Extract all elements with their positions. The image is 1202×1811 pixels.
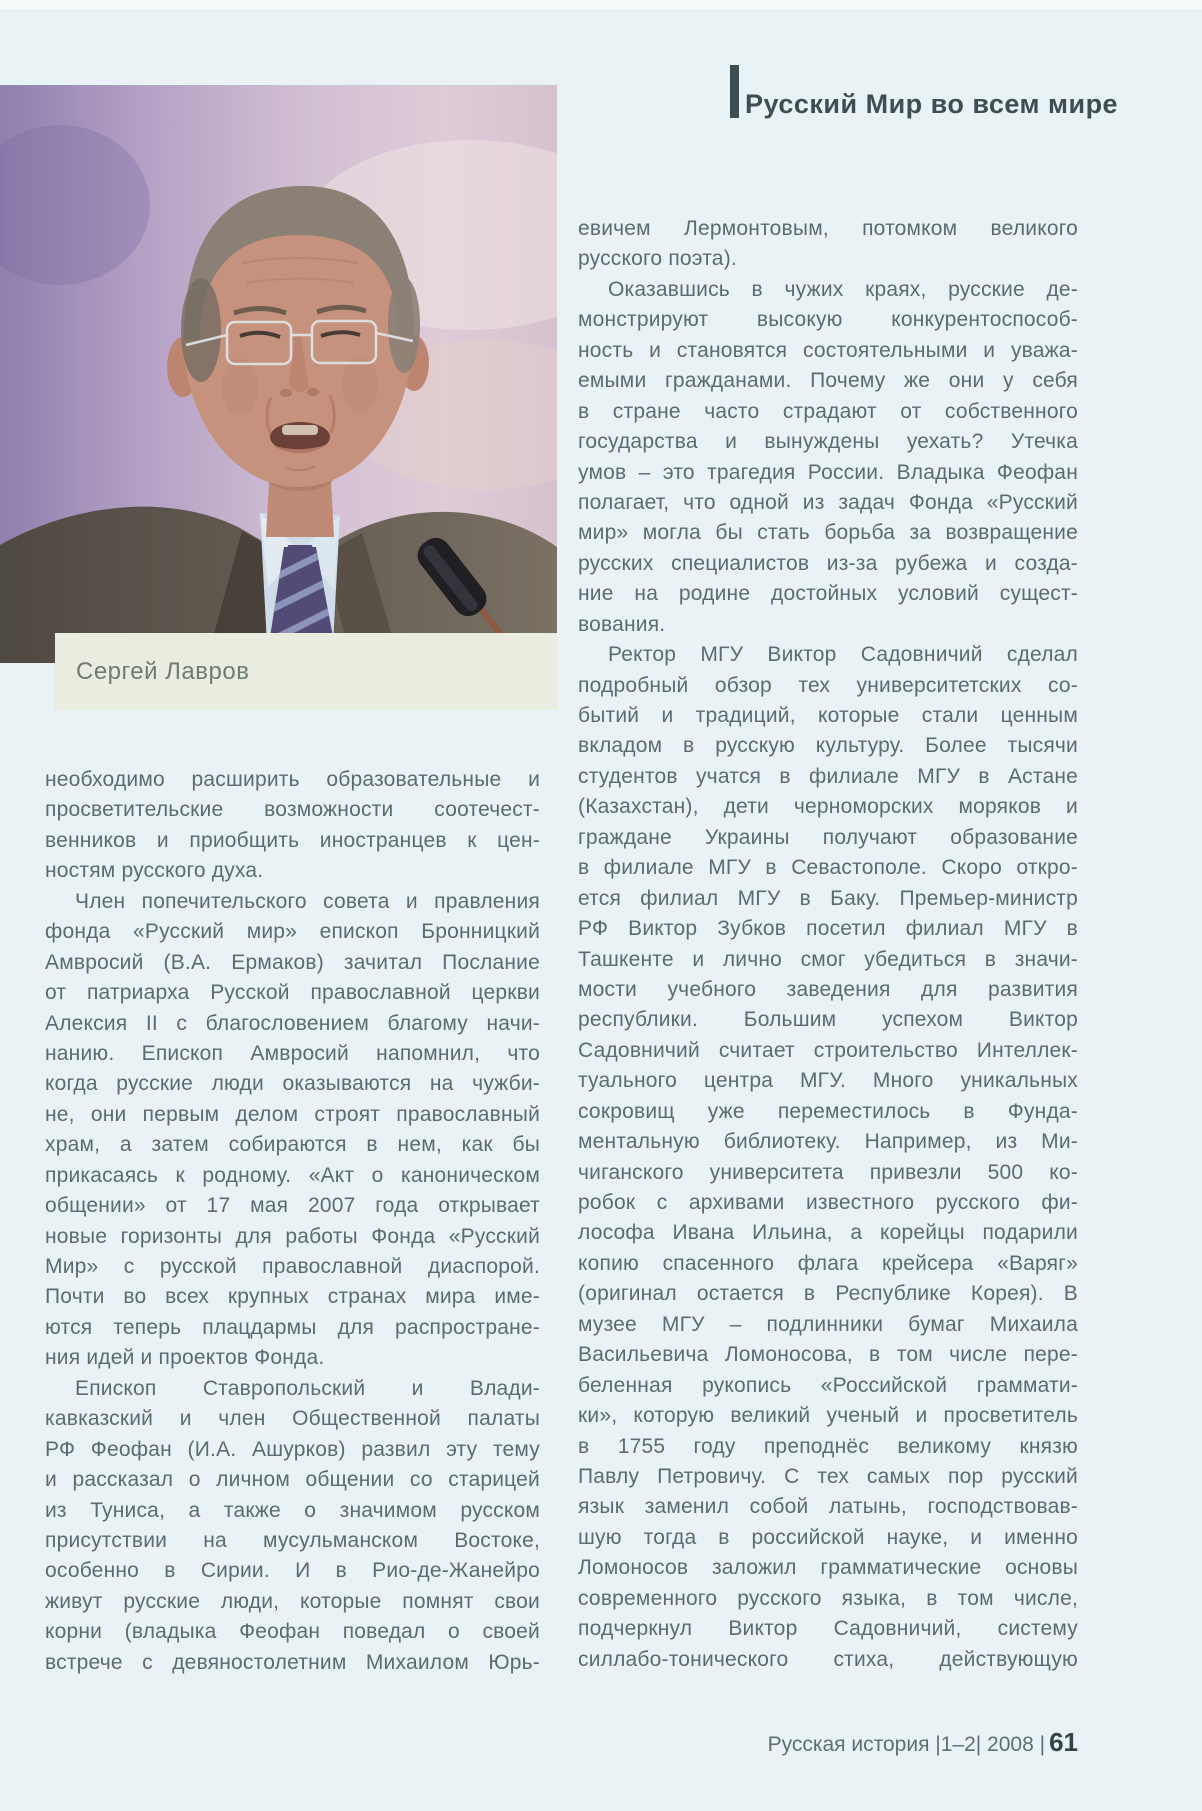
photo-caption-band bbox=[55, 633, 557, 710]
text-line: просветительские возможности соотечест- bbox=[45, 798, 540, 822]
left-text-column bbox=[45, 765, 540, 1678]
text-line: из Туниса, а также о значимом русском bbox=[45, 1498, 540, 1522]
text-line: Садовничий считает строительство Интеллек- bbox=[578, 1038, 1078, 1062]
text-line: ность и становятся состоятельными и уважа- bbox=[578, 338, 1078, 362]
text-line: мир» могла бы стать борьба за возвращение bbox=[578, 521, 1078, 545]
text-line: в филиале МГУ в Севастополе. Скоро откро- bbox=[578, 856, 1078, 880]
text-line: Ломоносов заложил грамматические основы bbox=[578, 1556, 1078, 1580]
text-line: ки», которую великий ученый и просветитель bbox=[578, 1404, 1078, 1428]
text-line: туального центра МГУ. Много уникальных bbox=[578, 1069, 1078, 1093]
text-line: общении» от 17 мая 2007 года открывает bbox=[45, 1194, 540, 1218]
text-line: шую тогда в российской науке, и именно bbox=[578, 1525, 1078, 1549]
photo-caption: Сергей Лавров bbox=[76, 658, 250, 685]
text-line: чиганского университета привезли 500 ко- bbox=[578, 1160, 1078, 1184]
text-line: русского поэта). bbox=[578, 247, 737, 271]
text-line: ние на родине достойных условий сущест- bbox=[578, 582, 1078, 606]
text-line: и рассказал о личном общении со старицей bbox=[45, 1468, 540, 1492]
text-line: когда русские люди оказываются на чужби- bbox=[45, 1072, 540, 1096]
text-line: умов – это трагедия России. Владыка Феофан bbox=[578, 460, 1078, 484]
text-line: Епископ Ставропольский и Влади- bbox=[75, 1376, 540, 1400]
text-line: сокровищ уже переместилось в Фунда- bbox=[578, 1099, 1078, 1123]
text-line: лософа Ивана Ильина, а корейцы подарили bbox=[578, 1221, 1078, 1245]
text-line: Амвросий (В.А. Ермаков) зачитал Послание bbox=[45, 950, 540, 974]
text-line: особенно в Сирии. И в Рио-де-Жанейро bbox=[45, 1559, 540, 1583]
text-line: вования. bbox=[578, 612, 666, 636]
text-line: храм, а затем собираются в нем, как бы bbox=[45, 1133, 540, 1157]
text-line: республики. Большим успехом Виктор bbox=[578, 1008, 1078, 1032]
text-line: венников и приобщить иностранцев к цен- bbox=[45, 828, 540, 852]
text-line: фонда «Русский мир» епископ Бронницкий bbox=[45, 920, 540, 944]
text-line: нанию. Епископ Амвросий напомнил, что bbox=[45, 1041, 540, 1065]
text-line: РФ Виктор Зубков посетил филиал МГУ в bbox=[578, 917, 1078, 941]
text-line: силлабо-тонического стиха, действующую bbox=[578, 1647, 1078, 1671]
text-line: копию спасенного флага крейсера «Варяг» bbox=[578, 1251, 1078, 1275]
text-line: мости учебного заведения для развития bbox=[578, 977, 1078, 1001]
text-line: (оригинал остается в Республике Корея). В bbox=[578, 1282, 1078, 1306]
text-line: Почти во всех крупных странах мира име- bbox=[45, 1285, 540, 1309]
text-line: Васильевича Ломоносова, в том числе пере- bbox=[578, 1343, 1078, 1367]
page-top-edge bbox=[0, 0, 1202, 9]
text-line: емыми гражданами. Почему же они у себя bbox=[578, 369, 1078, 393]
text-line: полагает, что одной из задач Фонда «Русский bbox=[578, 490, 1078, 514]
text-line: ностям русского духа. bbox=[45, 859, 264, 883]
text-line: Павлу Петровичу. С тех самых пор русский bbox=[578, 1464, 1078, 1488]
text-line: подробный обзор тех университетских со- bbox=[578, 673, 1078, 697]
text-line: от патриарха Русской православной церкви bbox=[45, 981, 540, 1005]
text-line: монстрируют высокую конкурентоспособ- bbox=[578, 308, 1078, 332]
text-line: Алексия II с благословением благому начи- bbox=[45, 1011, 540, 1035]
text-line: современного русского языка, в том числе, bbox=[578, 1586, 1078, 1610]
header-accent-bar bbox=[730, 65, 739, 118]
text-line: Ташкенте и лично смог убедиться в значи- bbox=[578, 947, 1078, 971]
lavrov-portrait-illustration bbox=[0, 85, 557, 663]
text-line: встрече с девяностолетним Михаилом Юрь- bbox=[45, 1650, 540, 1674]
text-line: присутствии на мусульманском Востоке, bbox=[45, 1528, 540, 1552]
text-line: вкладом в русскую культуру. Более тысячи bbox=[578, 734, 1078, 758]
lavrov-photo bbox=[0, 85, 557, 663]
text-line: Ректор МГУ Виктор Садовничий сделал bbox=[608, 643, 1078, 667]
footer-page-number: 61 bbox=[1049, 1727, 1078, 1757]
text-line: русских специалистов из-за рубежа и созда- bbox=[578, 551, 1078, 575]
text-line: государства и вынуждены уехать? Утечка bbox=[578, 430, 1078, 454]
text-line: музее МГУ – подлинники бумаг Михаила bbox=[578, 1312, 1078, 1336]
text-line: ния идей и проектов Фонда. bbox=[45, 1346, 325, 1370]
right-text-column bbox=[578, 214, 1078, 1675]
text-line: необходимо расширить образовательные и bbox=[45, 768, 540, 791]
text-line: язык заменил собой латынь, господствовав- bbox=[578, 1495, 1078, 1519]
text-line: в 1755 году преподнёс великому князю bbox=[578, 1434, 1078, 1458]
text-line: евичем Лермонтовым, потомком великого bbox=[578, 217, 1078, 240]
text-line: Оказавшись в чужих краях, русские де- bbox=[608, 277, 1078, 301]
text-line: РФ Феофан (И.А. Ашурков) развил эту тему bbox=[45, 1437, 540, 1461]
text-line: корни (владыка Феофан поведал о своей bbox=[45, 1620, 540, 1644]
text-line: ментальную библиотеку. Например, из Ми- bbox=[578, 1130, 1078, 1154]
page-footer bbox=[768, 1727, 1078, 1758]
text-line: Член попечительского совета и правления bbox=[75, 889, 540, 913]
page-header bbox=[730, 65, 1118, 118]
text-line: ется филиал МГУ в Баку. Премьер-министр bbox=[578, 886, 1078, 910]
text-line: подчеркнул Виктор Садовничий, систему bbox=[578, 1617, 1078, 1641]
text-line: робок с архивами известного русского фи- bbox=[578, 1191, 1078, 1214]
text-line: новые горизонты для работы Фонда «Русский bbox=[45, 1224, 540, 1248]
page-header-title: Русский Мир во всем мире bbox=[745, 89, 1119, 119]
text-line: (Казахстан), дети черноморских моряков и bbox=[578, 795, 1078, 819]
text-line: кавказский и член Общественной палаты bbox=[45, 1407, 540, 1431]
text-line: граждане Украины получают образование bbox=[578, 825, 1078, 849]
text-line: Мир» с русской православной диаспорой. bbox=[45, 1255, 540, 1278]
text-line: студентов учатся в филиале МГУ в Астане bbox=[578, 764, 1078, 788]
text-line: беленная рукопись «Российской граммати- bbox=[578, 1373, 1078, 1397]
text-line: в стране часто страдают от собственного bbox=[578, 399, 1078, 423]
text-line: не, они первым делом строят православный bbox=[45, 1102, 540, 1126]
text-line: бытий и традиций, которые стали ценным bbox=[578, 704, 1078, 727]
footer-journal-info: Русская история |1–2| 2008 | bbox=[767, 1733, 1046, 1756]
text-line: прикасаясь к родному. «Акт о каноническом bbox=[45, 1163, 540, 1187]
text-line: живут русские люди, которые помнят свои bbox=[45, 1589, 540, 1613]
text-line: ются теперь плацдармы для распростране- bbox=[45, 1315, 540, 1339]
